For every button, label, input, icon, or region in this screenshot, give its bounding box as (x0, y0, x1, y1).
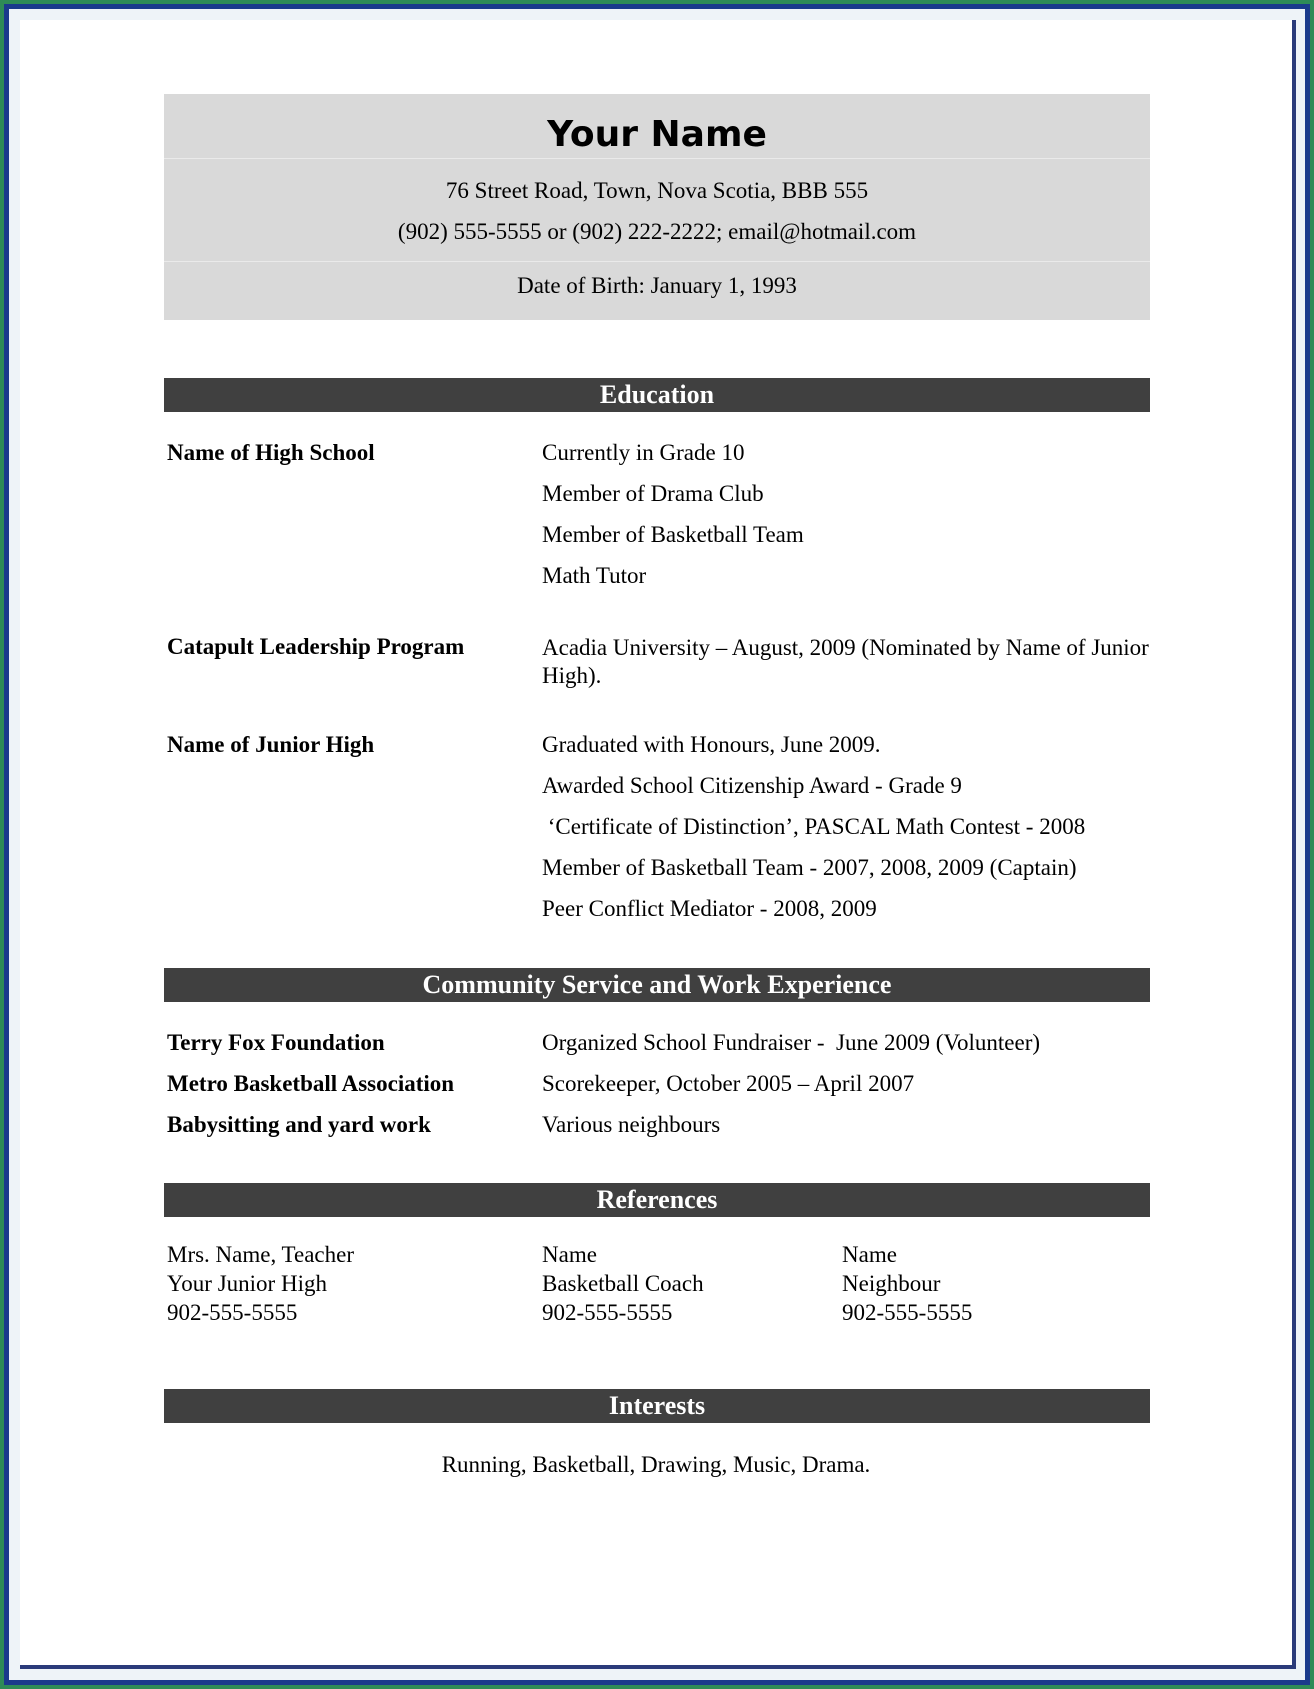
education-entry-detail: Acadia University – August, 2009 (Nominated by Name of Junior High). (542, 635, 1149, 688)
community-entry-name: Babysitting and yard work (167, 1112, 431, 1137)
reference-phone: 902-555-5555 (167, 1300, 298, 1325)
reference-name: Mrs. Name, Teacher (167, 1242, 354, 1267)
resume-header (164, 94, 1150, 320)
education-entry-detail: Math Tutor (542, 563, 647, 588)
community-entry-detail: Various neighbours (542, 1112, 721, 1137)
reference-phone: 902-555-5555 (842, 1300, 973, 1325)
community-entry-name: Terry Fox Foundation (167, 1030, 385, 1055)
reference-name: Name (842, 1242, 897, 1267)
resume-page (20, 20, 1296, 1669)
education-entry-detail: Peer Conflict Mediator - 2008, 2009 (542, 896, 877, 921)
section-heading-community: Community Service and Work Experience (164, 968, 1150, 1002)
education-entry-name: Name of Junior High (167, 732, 375, 757)
education-entry-name: Name of High School (167, 440, 375, 465)
education-entry-name: Catapult Leadership Program (167, 634, 465, 659)
applicant-name: Your Name (547, 114, 767, 155)
reference-role: Basketball Coach (542, 1271, 704, 1296)
education-entry-detail: ‘Certificate of Distinction’, PASCAL Math Contest - 2008 (542, 814, 1086, 839)
community-entry-name: Metro Basketball Association (167, 1071, 455, 1096)
reference-role: Neighbour (842, 1271, 941, 1296)
reference-name: Name (542, 1242, 597, 1267)
header-divider (164, 158, 1150, 159)
community-entry-detail: Organized School Fundraiser - June 2009 (Volunteer) (542, 1030, 1041, 1055)
header-divider (164, 261, 1150, 262)
education-entry-detail: Awarded School Citizenship Award - Grade 9 (542, 773, 962, 798)
interests-text: Running, Basketball, Drawing, Music, Drama. (441, 1452, 871, 1477)
section-heading-interests: Interests (164, 1389, 1150, 1423)
community-entry-detail: Scorekeeper, October 2005 – April 2007 (542, 1071, 915, 1096)
section-heading-references: References (164, 1183, 1150, 1217)
section-heading-education: Education (164, 378, 1150, 412)
education-entry-detail: Member of Drama Club (542, 481, 764, 506)
education-entry-detail: Member of Basketball Team (542, 522, 804, 547)
education-entry-detail: Graduated with Honours, June 2009. (542, 732, 881, 757)
date-of-birth: Date of Birth: January 1, 1993 (517, 273, 797, 298)
education-entry-detail: Currently in Grade 10 (542, 440, 745, 465)
reference-role: Your Junior High (167, 1271, 327, 1296)
education-entry-detail: Member of Basketball Team - 2007, 2008, 2009 (Captain) (542, 855, 1077, 880)
reference-phone: 902-555-5555 (542, 1300, 673, 1325)
address: 76 Street Road, Town, Nova Scotia, BBB 555 (445, 178, 869, 203)
contact-info: (902) 555-5555 or (902) 222-2222; email@hotmail.com (397, 219, 917, 244)
